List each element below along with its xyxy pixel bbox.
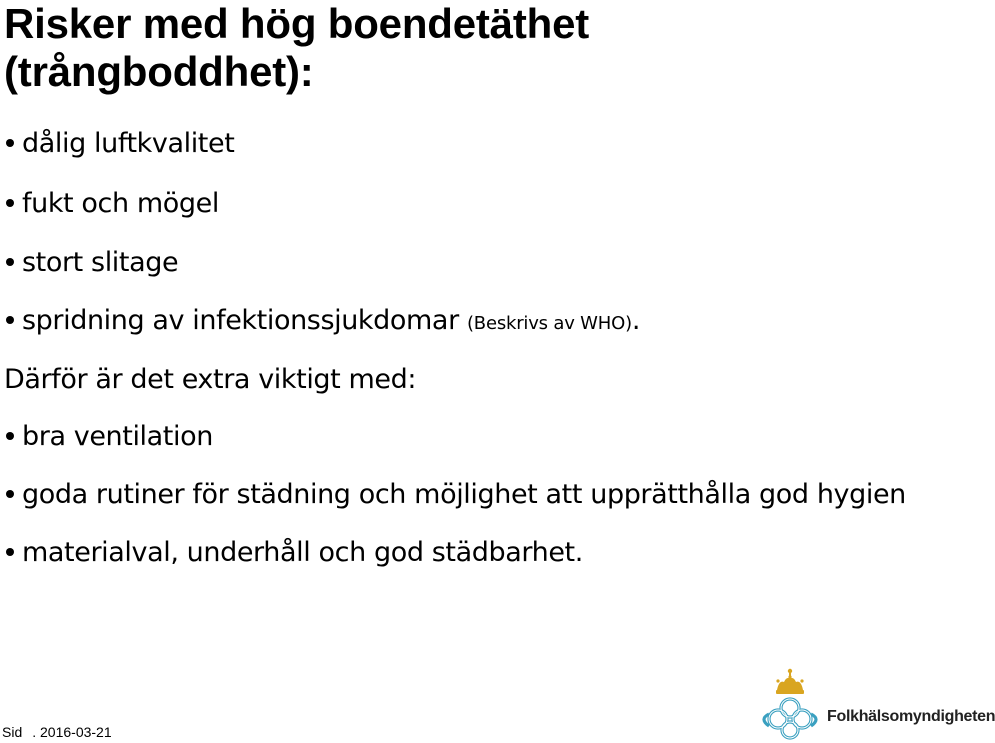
measure-item-text: materialval, underhåll och god städbarhet. <box>22 537 583 568</box>
footer-date: . 2016-03-21 <box>32 724 112 740</box>
risk-item-text: spridning av infektionssjukdomar <box>22 305 459 336</box>
slide-title-line-1: Risker med hög boendetäthet <box>4 0 590 47</box>
risk-item <box>6 305 640 340</box>
risk-item <box>6 188 219 220</box>
risk-item <box>6 247 178 279</box>
measures-intro: Därför är det extra viktigt med: <box>4 364 417 395</box>
agency-name: Folkhälsomyndigheten <box>827 708 995 725</box>
risk-item-text: fukt och mögel <box>22 188 219 219</box>
measure-item-text: goda rutiner för städning och möjlighet att upprätthålla god hygien <box>22 479 906 510</box>
page-label: Sid <box>2 724 23 740</box>
measure-item-text: bra ventilation <box>22 421 213 452</box>
measure-item <box>6 421 213 453</box>
measure-item <box>6 479 906 511</box>
bullet-icon <box>6 316 14 324</box>
risk-item-text: dålig luftkvalitet <box>22 128 235 159</box>
slide-footer <box>2 724 112 740</box>
bullet-icon <box>6 548 14 556</box>
risk-item <box>6 128 234 160</box>
agency-logo <box>757 668 995 740</box>
slide-title-line-2: (trångboddhet): <box>4 48 314 95</box>
bullet-icon <box>6 199 14 207</box>
bullet-icon <box>6 139 14 147</box>
risk-item-text: stort slitage <box>22 247 179 278</box>
slide-title <box>4 0 589 96</box>
bullet-icon <box>6 490 14 498</box>
who-note: (Beskrivs av WHO) <box>466 313 632 334</box>
crown-knot-logo-icon <box>757 668 823 740</box>
bullet-icon <box>6 432 14 440</box>
bullet-icon <box>6 258 14 266</box>
who-note-period: . <box>631 305 641 336</box>
measure-item <box>6 537 583 569</box>
